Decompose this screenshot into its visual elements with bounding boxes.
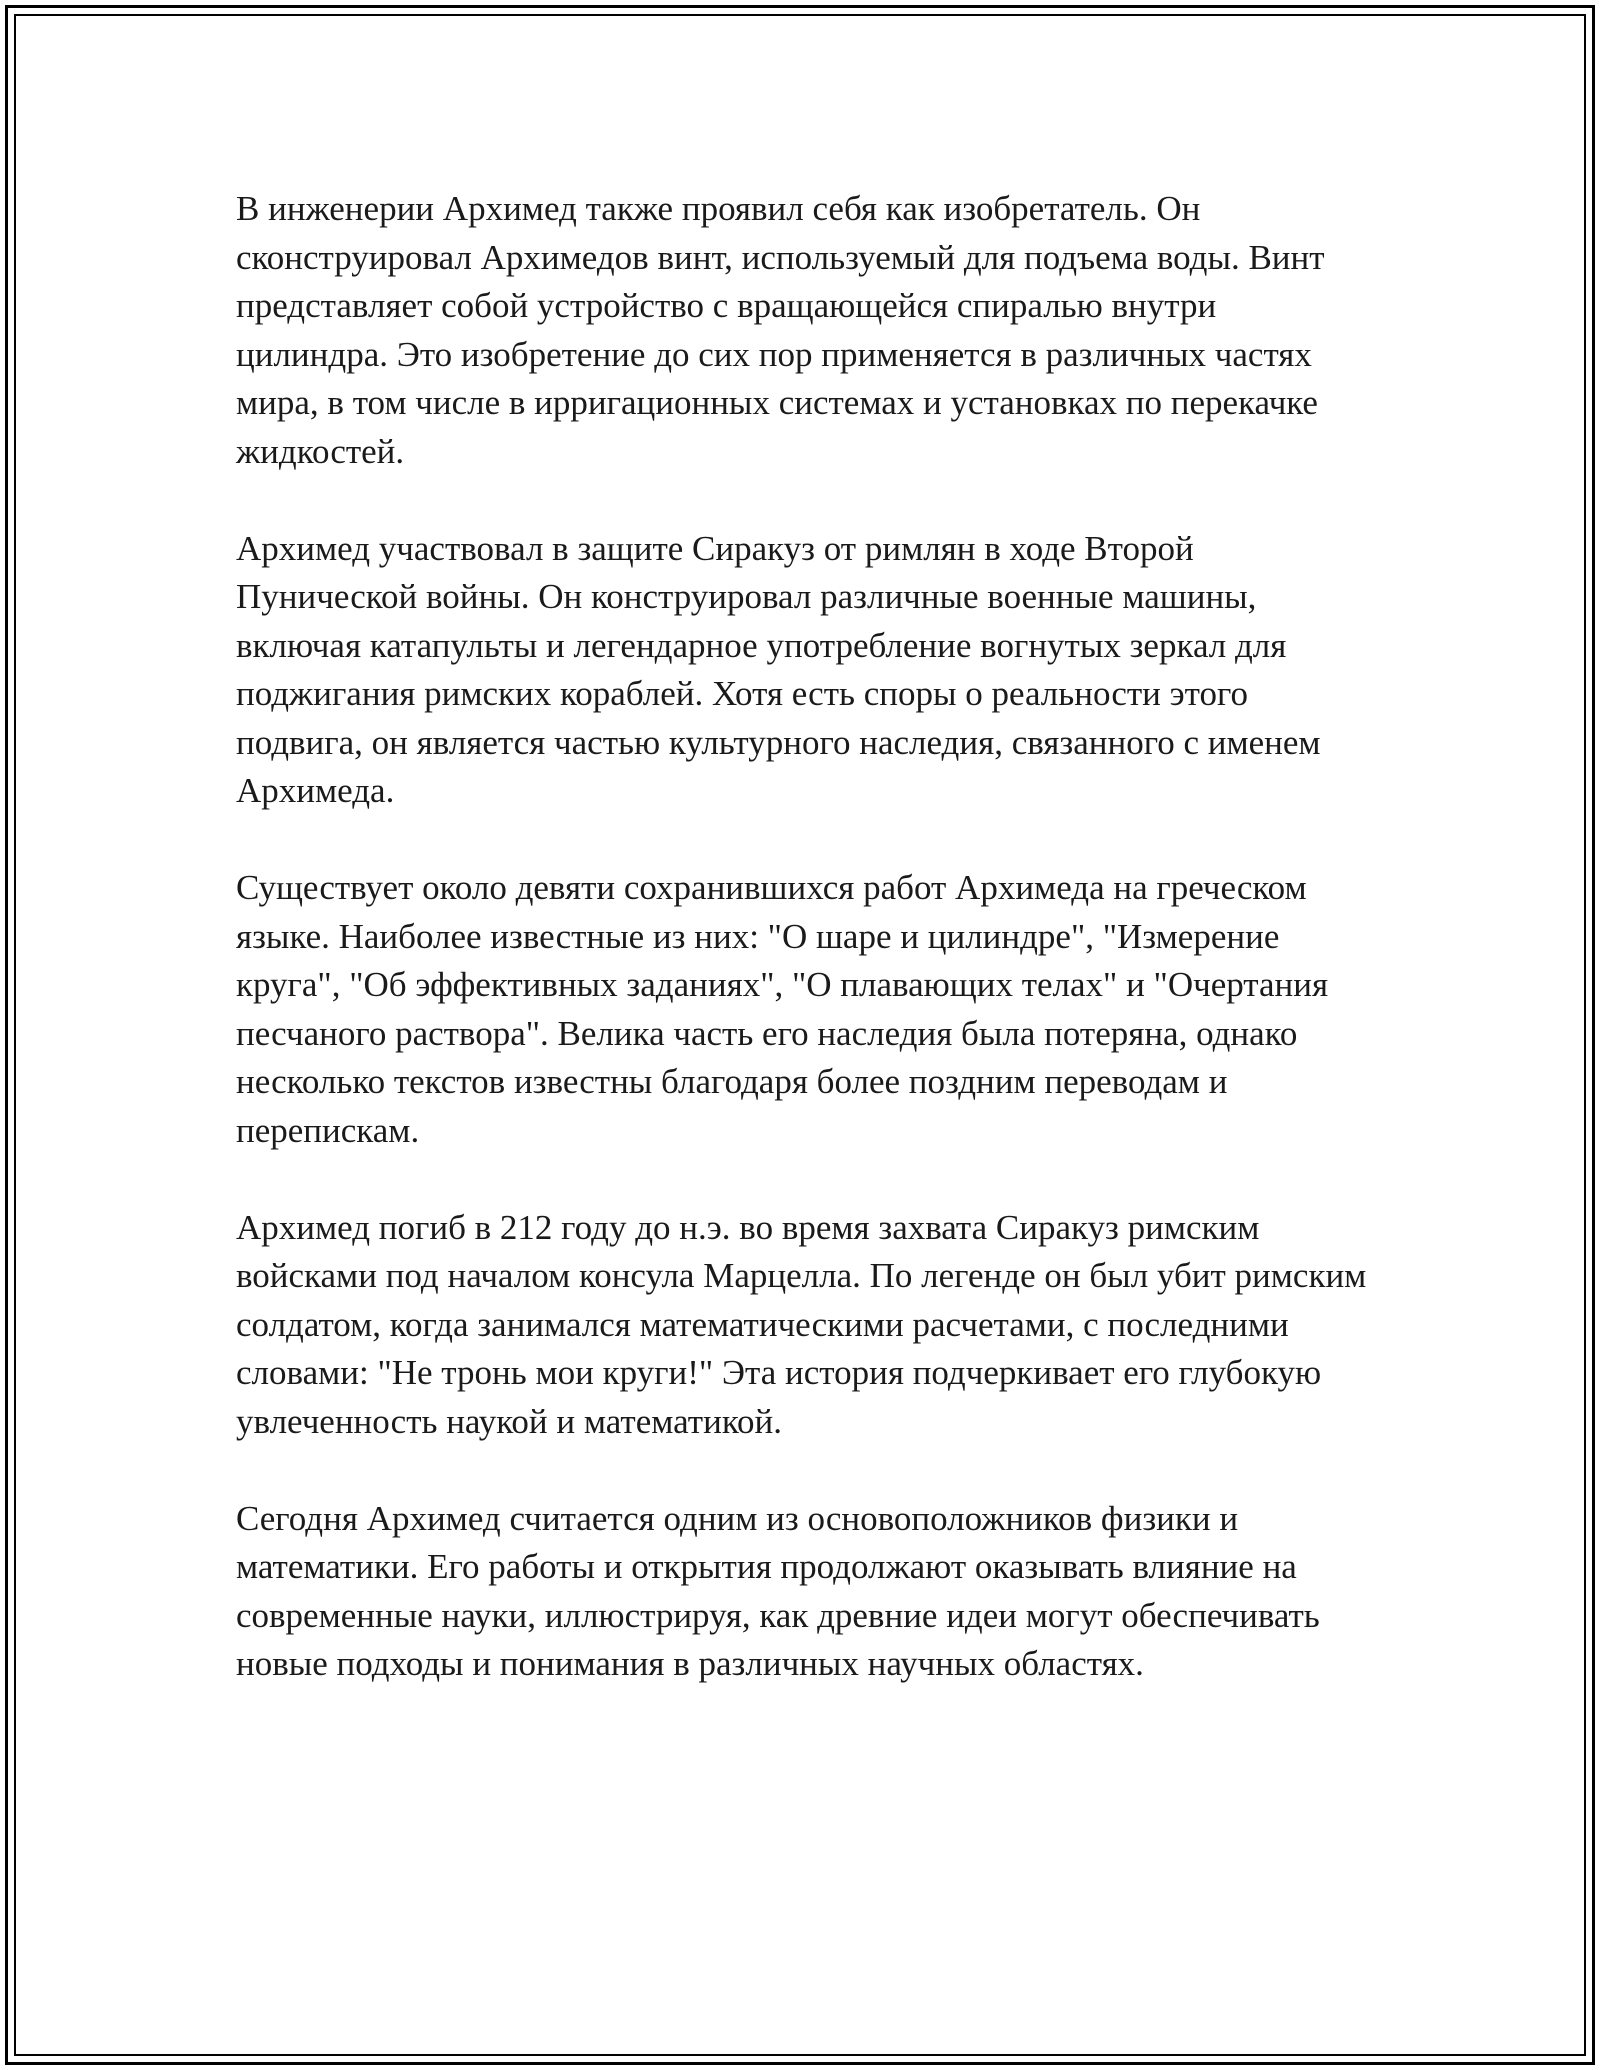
- paragraph-legacy: Сегодня Архимед считается одним из основоположников физики и математики. Его работы и открытия продолжают оказывать влияние на современные науки, иллюстрируя, как древние идеи могут обеспечивать новые подходы и понимания в различных научных областях.: [236, 1498, 1320, 1683]
- document-body: [236, 185, 1376, 1737]
- paragraph-screw: В инженерии Архимед также проявил себя как изобретатель. Он сконструировал Архимедов винт, используемый для подъема воды. Винт представляет собой устройство с вращающейся спиралью внутри цилиндра. Это изобретение до сих пор применяется в различных частях мира, в том числе в ирригационных системах и установках по перекачке жидкостей.: [236, 189, 1325, 471]
- paragraph-works: Существует около девяти сохранившихся работ Архимеда на греческом языке. Наиболее известные из них: "О шаре и цилиндре", "Измерение круга", "Об эффективных заданиях", "О плавающих телах" и "Очертания песчаного раствора". Велика часть его наследия была потеряна, однако несколько текстов известны благодаря более поздним переводам и перепискам.: [236, 868, 1329, 1150]
- paragraph-defense: Архимед участвовал в защите Сиракуз от римлян в ходе Второй Пунической войны. Он конструировал различные военные машины, включая катапульты и легендарное употребление вогнутых зеркал для поджигания римских кораблей. Хотя есть споры о реальности этого подвига, он является частью культурного наследия, связанного с именем Архимеда.: [236, 528, 1321, 810]
- paragraph-death: Архимед погиб в 212 году до н.э. во время захвата Сиракуз римским войсками под началом консула Марцелла. По легенде он был убит римским солдатом, когда занимался математическими расчетами, с последними словами: "Не тронь мои круги!" Эта история подчеркивает его глубокую увлеченность наукой и математикой.: [236, 1207, 1367, 1441]
